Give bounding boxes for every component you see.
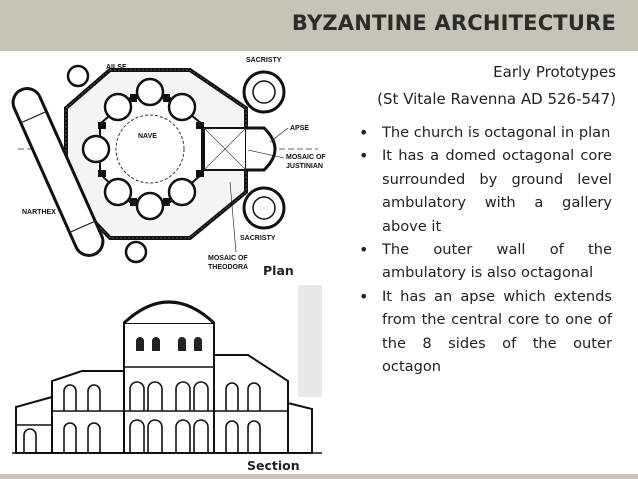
bullet-item: • The church is octagonal in plan xyxy=(356,121,612,144)
plan-label-ailse: AILSE xyxy=(106,64,127,71)
section-drawing xyxy=(12,285,322,463)
plan-label-mosaic-theodora-2: THEODORA xyxy=(208,264,249,271)
bottom-rule xyxy=(0,474,638,479)
plan-caption: Plan xyxy=(263,263,294,278)
plan-label-sacristy-bottom: SACRISTY xyxy=(240,235,276,242)
plan-label-narthex: NARTHEX xyxy=(22,209,56,216)
bullet-list xyxy=(356,121,612,378)
section-svg xyxy=(12,285,322,463)
section-caption: Section xyxy=(247,458,300,473)
bullet-item: • It has a domed octagonal core surrounded by ground level ambulatory with a gallery above it xyxy=(356,144,612,238)
subtitle-line-1: Early Prototypes xyxy=(493,63,616,81)
slide-title: BYZANTINE ARCHITECTURE xyxy=(291,11,616,35)
bullet-item: • The outer wall of the ambulatory is also octagonal xyxy=(356,238,612,285)
floor-plan-svg xyxy=(18,52,326,284)
plan-label-mosaic-justinian-2: JUSTINIAN xyxy=(286,163,323,170)
plan-label-sacristy-top: SACRISTY xyxy=(246,57,282,64)
plan-label-mosaic-theodora-1: MOSAIC OF xyxy=(208,255,248,262)
floor-plan-drawing xyxy=(18,52,326,284)
plan-label-apse: APSE xyxy=(290,125,310,132)
header-bar xyxy=(0,0,638,51)
plan-label-mosaic-justinian-1: MOSAIC OF xyxy=(286,154,326,161)
plan-label-nave: NAVE xyxy=(138,133,157,140)
subtitle-line-2: (St Vitale Ravenna AD 526-547) xyxy=(377,90,616,108)
bullet-item: • It has an apse which extends from the central core to one of the 8 sides of the outer octagon xyxy=(356,285,612,379)
